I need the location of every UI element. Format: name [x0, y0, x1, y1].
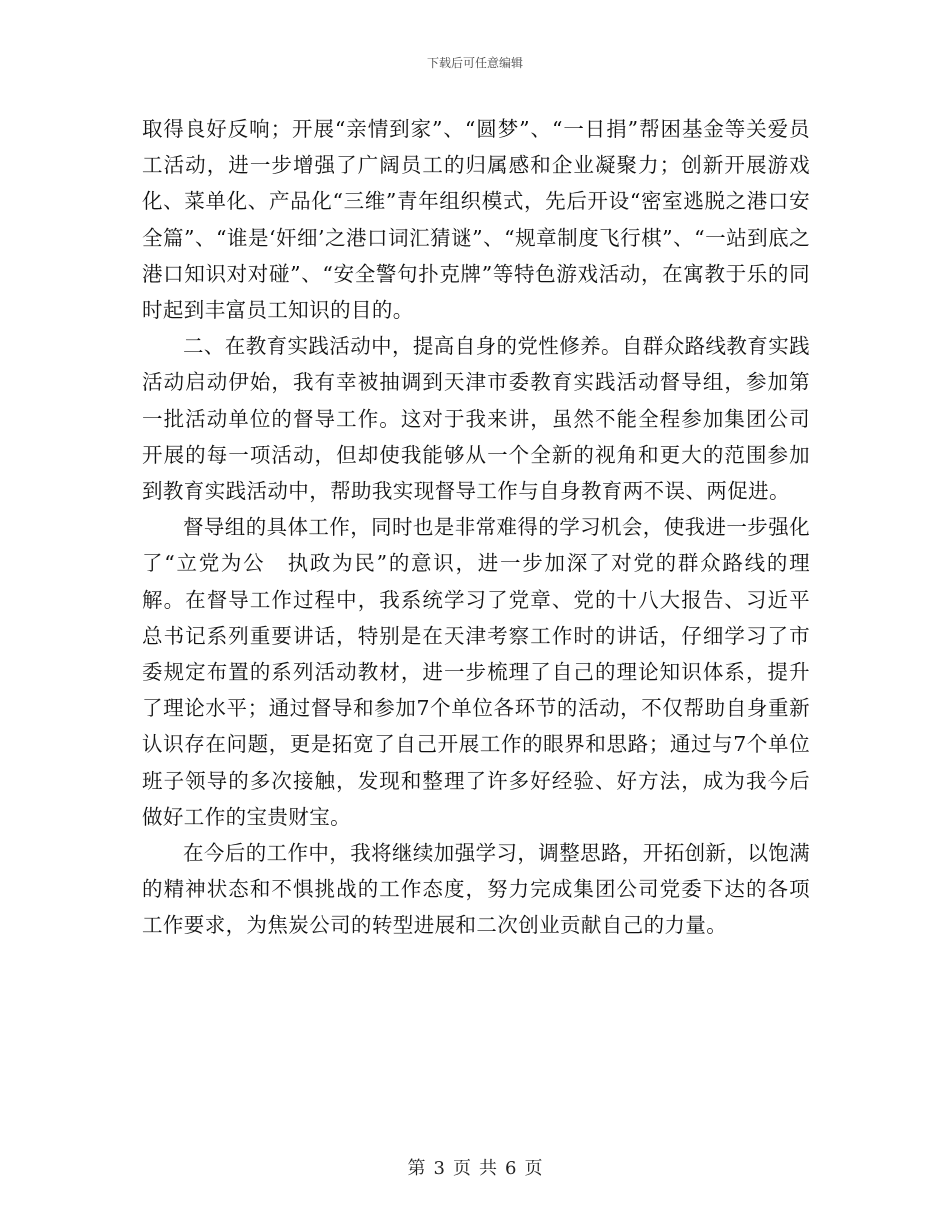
paragraph-section-two: 二、在教育实践活动中，提高自身的党性修养。自群众路线教育实践活动启动伊始，我有幸被抽调到天津市委教育实践活动督导组，参加第一批活动单位的督导工作。这对于我来讲，虽然不能全程参加集团公司开展的每一项活动，但却使我能够从一个全新的视角和更大的范围参加到教育实践活动中，帮助我实现督导工作与自身教育两不误、两促进。 [142, 334, 810, 504]
footer-page-word: 页 [453, 1158, 471, 1179]
footer-total-word: 共 [479, 1158, 497, 1179]
document-body [142, 111, 810, 944]
paragraph-conclusion: 在今后的工作中，我将继续加强学习，调整思路，开拓创新，以饱满的精神状态和不惧挑战的工作态度，努力完成集团公司党委下达的各项工作要求，为焦炭公司的转型进展和二次创业贡献自己的力量。 [142, 841, 810, 938]
footer-total-pages: 6 [505, 1158, 517, 1179]
footer-prefix: 第 [407, 1158, 426, 1179]
page-footer [0, 1154, 950, 1180]
footer-current-page: 3 [433, 1158, 445, 1179]
footer-suffix: 页 [524, 1158, 543, 1179]
paragraph-continuation: 取得良好反响；开展“亲情到家”、“圆梦”、“一日捐”帮困基金等关爱员工活动，进一步增强了广阔员工的归属感和企业凝聚力；创新开展游戏化、菜单化、产品化“三维”青年组织模式，先后开设“密室逃脱之港口安全篇”、“谁是‘奸细’之港口词汇猜谜”、“规章制度飞行棋”、“一站到底之港口知识对对碰”、“安全警句扑克牌”等特色游戏活动，在寓教于乐的同时起到丰富员工知识的目的。 [142, 117, 810, 323]
paragraph-supervision: 督导组的具体工作，同时也是非常难得的学习机会，使我进一步强化了“立党为公 执政为民”的意识，进一步加深了对党的群众路线的理解。在督导工作过程中，我系统学习了党章、党的十八大报告、习近平总书记系列重要讲话，特别是在天津考察工作时的讲话，仔细学习了市委规定布置的系列活动教材，进一步梳理了自己的理论知识体系，提升了理论水平；通过督导和参加7个单位各环节的活动，不仅帮助自身重新认识存在问题，更是拓宽了自己开展工作的眼界和思路；通过与7个单位班子领导的多次接触，发现和整理了许多好经验、好方法，成为我今后做好工作的宝贵财宝。 [142, 515, 810, 829]
page-header: 下载后可任意编辑 [426, 56, 523, 70]
